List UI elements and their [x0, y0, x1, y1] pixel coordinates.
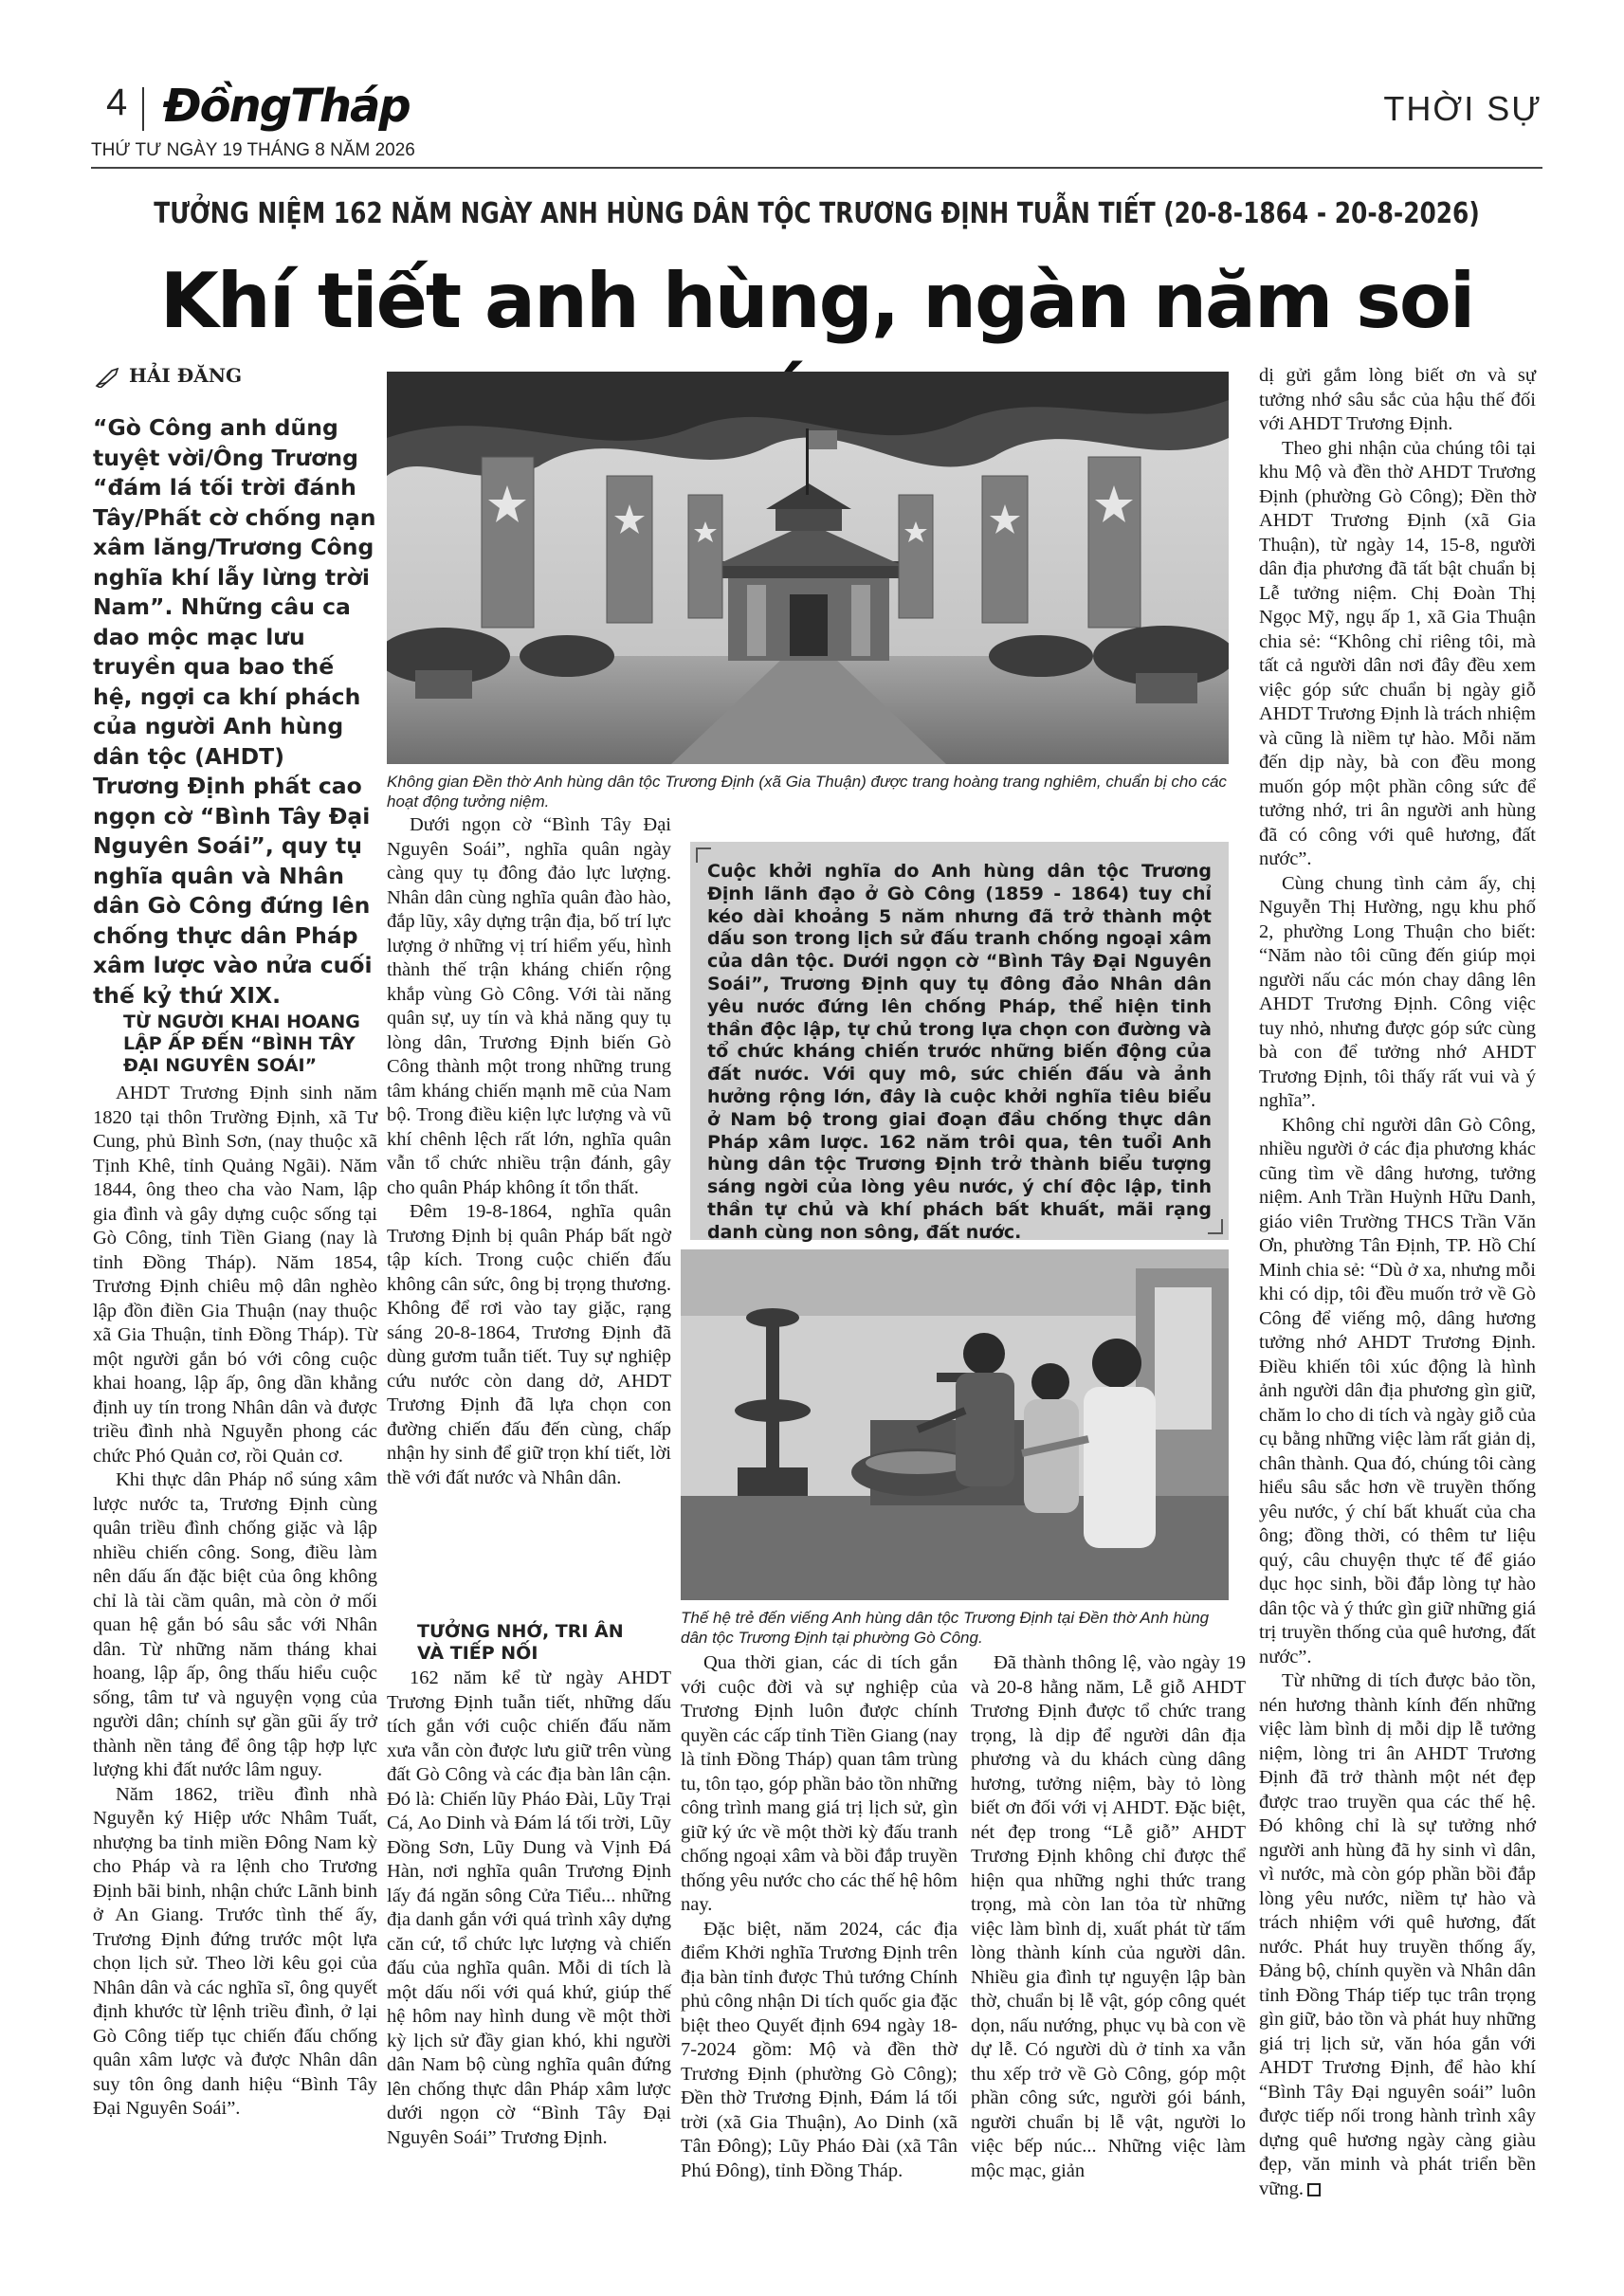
article-supertitle: TƯỞNG NIỆM 162 NĂM NGÀY ANH HÙNG DÂN TỘC TRƯƠNG ĐỊNH TUẪN TIẾT (20-8-1864 - 20-8-2026) — [154, 197, 1480, 230]
column-5 — [1259, 364, 1536, 2201]
section-label: THỜI SỰ — [1383, 89, 1542, 128]
temple-photo-caption: Không gian Đền thờ Anh hùng dân tộc Trương Định (xã Gia Thuận) được trang hoàng trang nghiêm, chuẩn bị cho các hoạt động tưởng niệm. — [387, 773, 1227, 811]
newspaper-logo: ĐồngTháp — [163, 80, 410, 133]
article-headline: Khí tiết anh hùng, ngàn năm soi — [159, 257, 1474, 345]
paragraph: Năm 1862, triều đình nhà Nguyễn ký Hiệp ước Nhâm Tuất, nhượng ba tỉnh miền Đông Nam kỳ cho Pháp và ra lệnh cho Trương Định bãi binh, nhận chức Lãnh binh ở An Giang. Trước tình thế ấy, Trương Định đứng trước một lựa chọn lịch sử. Theo lời kêu gọi của Nhân dân và các nghĩa sĩ, ông quyết định khước từ lệnh triều đình, ở lại Gò Công tiếp tục chiến đấu chống quân xâm lược và được Nhân dân suy tôn ông danh hiệu “Bình Tây Đại Nguyên Soái”. — [93, 1783, 377, 2119]
paragraph: Dưới ngọn cờ “Bình Tây Đại Nguyên Soái”, nghĩa quân ngày càng quy tụ đông đảo lực lượng. Nhân dân cùng nghĩa quân đào hào, đắp lũy, xây dựng trận địa, bố trí lực lượng ở những vị trí hiểm yếu, hình thành thế trận kháng chiến rộng khắp vùng Gò Công. Với tài năng quân sự, uy tín và khả năng quy tụ lòng dân, Trương Định biến Gò Công thành một trong những trung tâm kháng chiến mạnh mẽ của Nam bộ. Trong điều kiện lực lượng và vũ khí chênh lệch rất lớn, nghĩa quân vẫn tổ chức nhiều trận đánh, gây cho quân Pháp không ít tổn thất. — [387, 814, 671, 1198]
paragraph: Khi thực dân Pháp nổ súng xâm lược nước ta, Trương Định cùng quân triều đình chống giặc và lập nhiều chiến công. Song, điều làm nên dấu ấn đặc biệt của ông không chỉ là tài cầm quân, mà còn ở mối quan hệ gắn bó sâu sắc với Nhân dân. Từ những năm tháng khai hoang, lập ấp, ông thấu hiểu cuộc sống, tâm tư và nguyện vọng của người dân; chính sự gần gũi ấy trở thành nền tảng để ông tập hợp lực lượng khi đất nước lâm nguy. — [93, 1469, 377, 1780]
paragraph: Không chỉ người dân Gò Công, nhiều người ở các địa phương khác cũng tìm về dâng hương, tưởng niệm. Anh Trần Huỳnh Hữu Danh, giáo viên Trường THCS Trần Văn Ơn, phường Tân Định, TP. Hồ Chí Minh chia sẻ: “Dù ở xa, nhưng mỗi khi có dịp, tôi đều muốn trở về Gò Công để viếng mộ, dâng hương tưởng nhớ AHDT Trương Định. Điều khiến tôi xúc động là hình ảnh người dân địa phương gìn giữ, chăm lo cho di tích và ngày giỗ của cụ bằng những việc làm rất giản dị, chân thành. Qua đó, chúng tôi càng hiểu sâu sắc hơn về truyền thống yêu nước, ý chí bất khuất của cha ông; đồng thời, có thêm tư liệu quý, câu chuyện thực tế để giáo dục học sinh, bồi đắp lòng tự hào dân tộc và ý thức gìn giữ những giá trị truyền thống của quê hương, đất nước”. — [1259, 1114, 1536, 1667]
paragraph — [1259, 1669, 1536, 2201]
column-2 — [387, 813, 671, 1490]
subhead-remembrance: TƯỞNG NHỚ, TRI ÂN VÀ TIẾP NỐI — [417, 1621, 624, 1664]
paragraph: Đã thành thông lệ, vào ngày 19 và 20-8 hằng năm, Lễ giỗ AHDT Trương Định được tổ chức trang trọng, là dịp để người dân địa phương và du khách cùng dâng hương, tưởng niệm, bày tỏ lòng biết ơn đối với vị AHDT. Đặc biệt, nét đẹp trong “Lễ giỗ” AHDT Trương Định không chỉ được thể hiện qua những nghi thức trang trọng, mà còn lan tỏa từ những việc làm bình dị, xuất phát từ tấm lòng thành kính của người dân. Nhiều gia đình tự nguyện lập bàn thờ, chuẩn bị lễ vật, góp công quét dọn, nấu nướng, phục vụ bà con về dự lễ. Có người dù ở tỉnh xa vẫn thu xếp trở về Gò Công, góp một phần công sức, người gói bánh, người chuẩn bị lễ vật, người lo việc bếp núc... Những việc làm mộc mạc, giản — [971, 1652, 1246, 2181]
column-4 — [971, 1651, 1246, 2183]
temple-photo — [387, 372, 1229, 764]
callout-box — [690, 842, 1229, 1243]
dateline: THỨ TƯ NGÀY 19 THÁNG 8 NĂM 2026 — [91, 140, 415, 160]
page-number: 4 — [106, 82, 128, 123]
header-rule — [91, 167, 1542, 169]
paragraph: Đặc biệt, năm 2024, các địa điểm Khởi nghĩa Trương Định trên địa bàn tỉnh được Thủ tướng Chính phủ công nhận Di tích quốc gia đặc biệt theo Quyết định 694 ngày 18-7-2024 gồm: Mộ và đền thờ Trương Định (phường Gò Công); Đền thờ Trương Định, Đám lá tối trời (xã Gia Thuận), Ao Dinh (xã Tân Đông); Lũy Pháo Đài (xã Tân Phú Đông), tỉnh Đồng Tháp. — [681, 1918, 958, 2181]
paragraph: AHDT Trương Định sinh năm 1820 tại thôn Trường Định, xã Tư Cung, phủ Bình Sơn, (nay thuộc xã Tịnh Khê, tỉnh Quảng Ngãi). Năm 1844, ông theo cha vào Nam, lập gia đình và gây dựng cuộc sống tại Gò Công, tỉnh Tiền Giang (nay là tỉnh Đồng Tháp). Năm 1854, Trương Định chiêu mộ dân nghèo lập đồn điền Gia Thuận (nay thuộc xã Gia Thuận, tỉnh Đồng Tháp). Từ một người gắn bó với công cuộc khai hoang, lập ấp, ông dần khẳng định uy tín trong Nhân dân và được triều đình nhà Nguyễn phong các chức Phó Quản cơ, rồi Quản cơ. — [93, 1083, 377, 1467]
column-2-lower — [387, 1667, 671, 2150]
paragraph: Đêm 19-8-1864, nghĩa quân Trương Định bị quân Pháp bất ngờ tập kích. Trong cuộc chiến đấu không cân sức, ông bị trọng thương. Không để rơi vào tay giặc, rạng sáng 20-8-1864, Trương Định đã dùng gươm tuẫn tiết. Tuy sự nghiệp cứu nước còn dang dở, AHDT Trương Định đã lựa chọn con đường chiến đấu đến cùng, chấp nhận hy sinh để giữ trọn khí tiết, lời thề với đất nước và Nhân dân. — [387, 1201, 671, 1488]
paragraph: Cùng chung tình cảm ấy, chị Nguyễn Thị Hường, ngụ khu phố 2, phường Long Thuận cho biết: “Năm nào tôi cũng đến giúp mọi người nấu các món chay dâng lên AHDT Trương Định. Công việc tuy nhỏ, nhưng được góp sức cùng bà con để tưởng nhớ AHDT Trương Định, tôi thấy rất vui và ý nghĩa”. — [1259, 872, 1536, 1111]
pen-icon — [95, 367, 121, 388]
paragraph: Qua thời gian, các di tích gắn với cuộc đời và sự nghiệp của Trương Định luôn được chính quyền các cấp tỉnh Tiền Giang (nay là tỉnh Đồng Tháp) quan tâm trùng tu, tôn tạo, góp phần bảo tồn những công trình mang giá trị lịch sử, gìn giữ ký ức về một thời kỳ đấu tranh chống ngoại xâm và bồi đắp truyền thống yêu nước cho các thế hệ hôm nay. — [681, 1652, 958, 1915]
column-3 — [681, 1651, 958, 2183]
byline-author: HẢI ĐĂNG — [129, 364, 243, 387]
paragraph: Theo ghi nhận của chúng tôi tại khu Mộ và đền thờ AHDT Trương Định (phường Gò Công); Đền thờ AHDT Trương Định (xã Gia Thuận), từ ngày 14, 15-8, người dân địa phương đã tất bật chuẩn bị Lễ tưởng niệm. Chị Đoàn Thị Ngọc Mỹ, ngụ ấp 1, xã Gia Thuận chia sẻ: “Không chỉ riêng tôi, mà tất cả người dân nơi đây đều xem việc góp sức chuẩn bị ngày giỗ AHDT Trương Định là trách nhiệm và cũng là niềm tự hào. Mỗi năm đến dịp này, bà con đều mong muốn góp một phần công sức để tưởng nhớ, tri ân người anh hùng đã có công với quê hương, đất nước”. — [1259, 437, 1536, 869]
youth-visit-photo-caption: Thế hệ trẻ đến viếng Anh hùng dân tộc Trương Định tại Đền thờ Anh hùng dân tộc Trương Định tại phường Gò Công. — [681, 1609, 1210, 1647]
subhead-origins: TỪ NGƯỜI KHAI HOANG LẬP ẤP ĐẾN “BÌNH TÂY ĐẠI NGUYÊN SOÁI” — [123, 1011, 360, 1076]
callout-text: Cuộc khởi nghĩa do Anh hùng dân tộc Trương Định lãnh đạo ở Gò Công (1859 - 1864) tuy chỉ kéo dài khoảng 5 năm nhưng đã trở thành một dấu son trong lịch sử đấu tranh chống ngoại xâm của dân tộc. Dưới ngọn cờ “Bình Tây Đại Nguyên Soái”, Trương Định quy tụ đông đảo Nhân dân yêu nước đứng lên chống Pháp, thể hiện tinh thần độc lập, tự chủ trong lựa chọn con đường và tổ chức kháng chiến trước những biến động của đất nước. Với quy mô, sức chiến đấu và ảnh hưởng rộng lớn, đây là cuộc khởi nghĩa tiêu biểu ở Nam bộ trong giai đoạn đầu chống thực dân Pháp xâm lược. 162 năm trôi qua, tên tuổi Anh hùng dân tộc Trương Định trở thành biểu tượng sáng ngời của lòng yêu nước, ý chí độc lập, tinh thần tự chủ và khí phách bất khuất, mãi rạng danh cùng non sông, đất nước. — [707, 861, 1212, 1243]
column-1 — [93, 1082, 377, 2122]
youth-visit-photo — [681, 1249, 1229, 1600]
byline — [95, 364, 242, 388]
header-divider — [142, 87, 144, 131]
paragraph: dị gửi gắm lòng biết ơn và sự tưởng nhớ sâu sắc của hậu thế đối với AHDT Trương Định. — [1259, 365, 1536, 434]
paragraph: 162 năm kể từ ngày AHDT Trương Định tuẫn tiết, những dấu tích gắn với cuộc chiến đấu năm xưa vẫn còn được lưu giữ trên vùng đất Gò Công và các địa bàn lân cận. Đó là: Chiến lũy Pháo Đài, Lũy Trại Cá, Ao Dinh và Đám lá tối trời, Lũy Đồng Sơn, Lũy Dung và Vịnh Đá Hàn, nơi nghĩa quân Trương Định lấy đá ngăn sông Cửa Tiểu... những địa danh gắn với quá trình xây dựng căn cứ, tổ chức lực lượng và chiến đấu của nghĩa quân. Mỗi di tích là một dấu nối với quá khứ, giúp thế hệ hôm nay hình dung về một thời kỳ lịch sử đầy gian khó, khi người dân Nam bộ cùng nghĩa quân đứng lên chống thực dân Pháp xâm lược dưới ngọn cờ “Bình Tây Đại Nguyên Soái” Trương Định. — [387, 1667, 671, 2148]
article-lede: “Gò Công anh dũng tuyệt vời/Ông Trương “đám lá tối trời đánh Tây/Phất cờ chống nạn xâm lăng/Trương Công nghĩa khí lẫy lừng trời Nam”. Những câu ca dao mộc mạc lưu truyền qua bao thế hệ, ngợi ca khí phách của người Anh hùng dân tộc (AHDT) Trương Định phất cao ngọn cờ “Bình Tây Đại Nguyên Soái”, quy tụ nghĩa quân và Nhân dân Gò Công đứng lên chống thực dân Pháp xâm lược vào nửa cuối thế kỷ thứ XIX. — [93, 414, 376, 1009]
end-of-article-icon — [1307, 2183, 1321, 2196]
closing-paragraph: Từ những di tích được bảo tồn, nén hương thành kính đến những việc làm bình dị mỗi dịp lễ tưởng niệm, lòng tri ân AHDT Trương Định đã trở thành một nét đẹp được trao truyền qua các thế hệ. Đó không chỉ là sự tưởng nhớ người anh hùng đã hy sinh vì dân, vì nước, mà còn góp phần bồi đắp lòng yêu nước, niềm tự hào và trách nhiệm với quê hương, đất nước. Phát huy truyền thống ấy, Đảng bộ, chính quyền và Nhân dân tỉnh Đồng Tháp tiếp tục trân trọng gìn giữ, bảo tồn và phát huy những giá trị lịch sử, văn hóa gắn với AHDT Trương Định, để hào khí “Bình Tây Đại nguyên soái” luôn được tiếp nối trong hành trình xây dựng quê hương ngày càng giàu đẹp, văn minh và phát triển bền vững. — [1259, 1670, 1536, 2199]
